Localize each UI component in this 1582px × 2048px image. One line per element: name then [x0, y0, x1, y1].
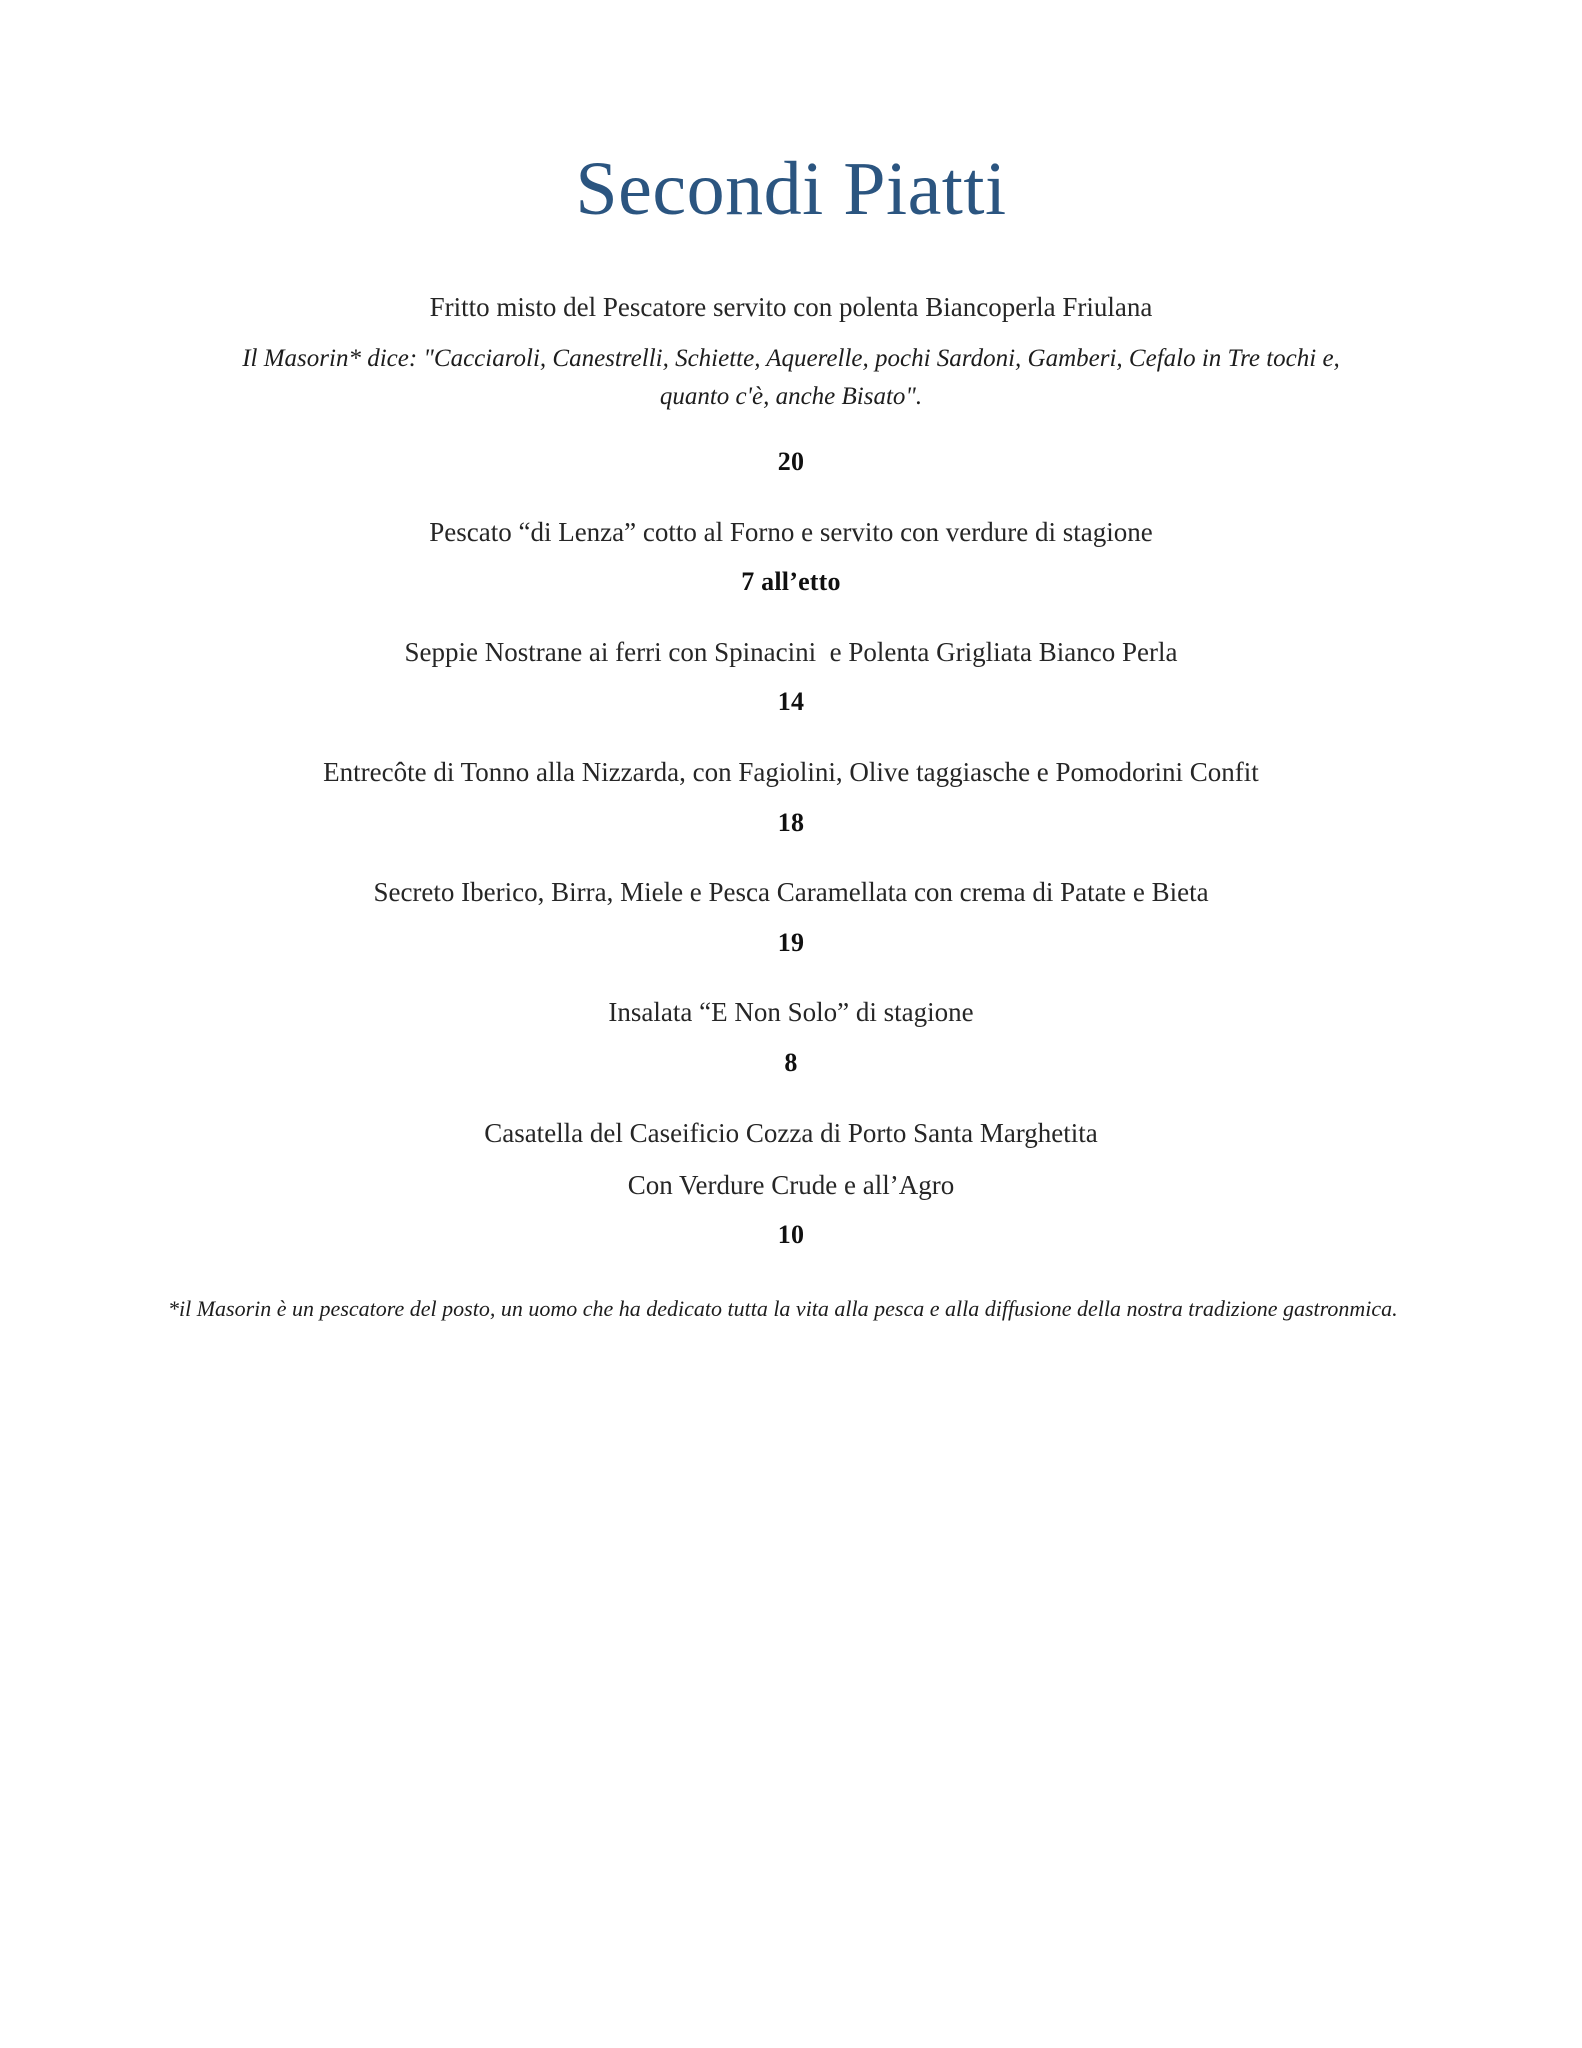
menu-item: [171, 288, 1411, 479]
dish-name: Insalata “E Non Solo” di stagione: [608, 997, 974, 1028]
menu-item: [171, 633, 1411, 719]
page-title: Secondi Piatti: [575, 147, 1007, 231]
menu-list: [171, 288, 1411, 1252]
dish-name: Secreto Iberico, Birra, Miele e Pesca Caramellata con crema di Patate e Bieta: [373, 877, 1209, 908]
dish-price: 14: [777, 687, 805, 717]
footnote-text: *il Masorin è un pescatore del posto, un uomo che ha dedicato tutta la vita alla pesca e alla diffusione della nostra tradizione gastronmica.: [168, 1296, 1398, 1321]
dish-name: Casatella del Caseificio Cozza di Porto Santa Marghetita: [484, 1117, 1098, 1148]
dish-name-line2: Con Verdure Crude e all’Agro: [627, 1169, 955, 1200]
dish-description: Il Masorin* dice: "Cacciaroli, Canestrelli, Schiette, Aquerelle, pochi Sardoni, Gamberi, Cefalo in Tre tochi e, quanto c'è, anche Bisato".: [242, 345, 1340, 410]
dish-name: Entrecôte di Tonno alla Nizzarda, con Fagiolini, Olive taggiasche e Pomodorini Confit: [323, 757, 1259, 788]
dish-price: 19: [777, 927, 805, 957]
menu-item: [171, 993, 1411, 1079]
menu-item: [171, 873, 1411, 959]
dish-price: 8: [784, 1047, 798, 1077]
dish-price: 20: [777, 447, 805, 477]
dish-name: Seppie Nostrane ai ferri con Spinacini e Polenta Grigliata Bianco Perla: [404, 637, 1178, 668]
dish-price: 7 all’etto: [741, 567, 841, 597]
menu-item: [171, 753, 1411, 839]
menu-item: [171, 513, 1411, 599]
dish-price: 18: [777, 807, 805, 837]
menu-item: [171, 1114, 1411, 1252]
dish-price: 10: [777, 1220, 805, 1250]
dish-name: Fritto misto del Pescatore servito con polenta Biancoperla Friulana: [429, 291, 1153, 322]
dish-name: Pescato “di Lenza” cotto al Forno e servito con verdure di stagione: [429, 516, 1153, 547]
